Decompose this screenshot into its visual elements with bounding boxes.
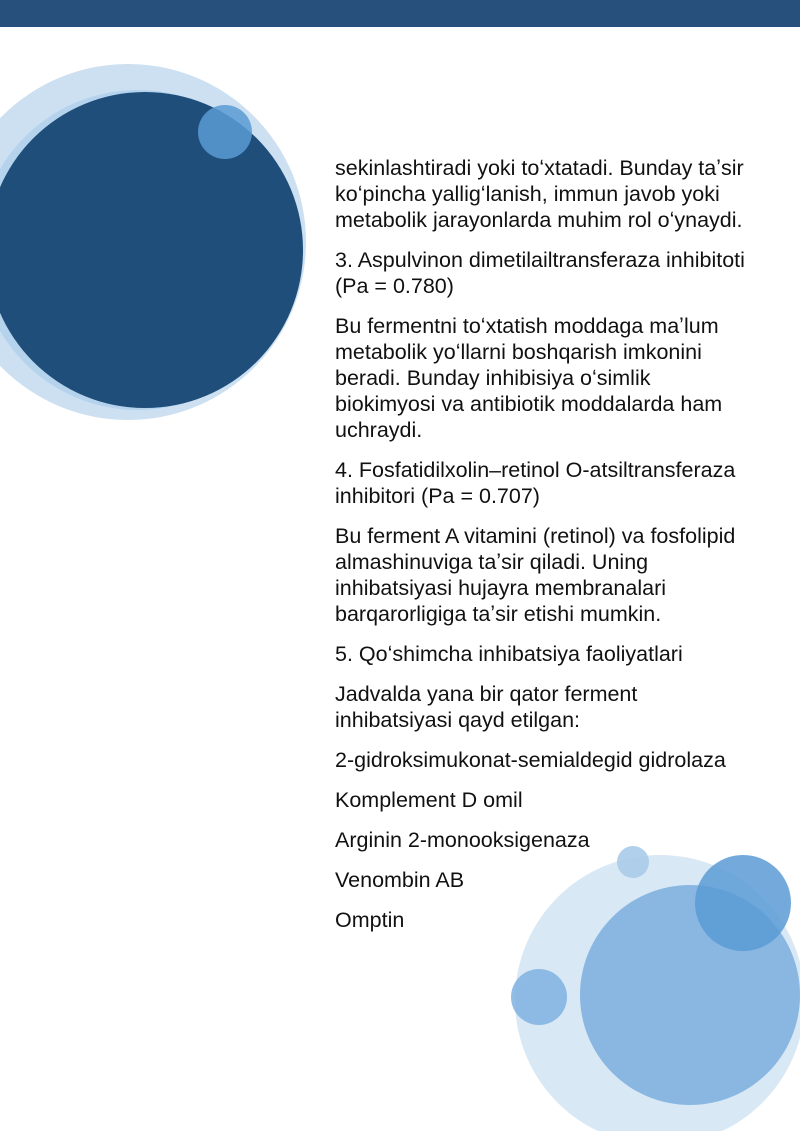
list-item: Arginin 2-monooksigenaza xyxy=(335,828,590,852)
list-item: Komplement D omil xyxy=(335,788,523,812)
list-item: 2-gidroksimukonat-semialdegid gidrolaza xyxy=(335,748,726,772)
document-text xyxy=(335,155,745,947)
small-circle-bottom-right-left xyxy=(511,969,567,1025)
header-bar xyxy=(0,0,800,27)
light-circle-top-left-inner xyxy=(0,90,298,410)
dark-circle-top-left xyxy=(0,92,303,408)
paragraph-4: Bu ferment A vitamini (retinol) va fosfolipid almashinuviga taʼsir qiladi. Uning inhibatsiyasi hujayra membranalari barqarorligiga taʼsir etishi mumkin. xyxy=(335,524,736,626)
heading-3: 3. Aspulvinon dimetilailtransferaza inhibitoti (Pa = 0.780) xyxy=(335,248,745,298)
heading-4: 4. Fosfatidilxolin–retinol O-atsiltransferaza inhibitori (Pa = 0.707) xyxy=(335,458,736,508)
light-circle-top-left xyxy=(0,64,306,420)
paragraph-3: Bu fermentni toʻxtatish moddaga maʼlum metabolik yoʻllarni boshqarish imkonini beradi. Bunday inhibisiya oʻsimlik biokimyosi va antibiotik moddalarda ham uchraydi. xyxy=(335,314,723,442)
small-circle-top-left xyxy=(198,105,252,159)
heading-5: 5. Qoʻshimcha inhibatsiya faoliyatlari xyxy=(335,642,683,666)
list-item: Venombin AB xyxy=(335,868,465,892)
paragraph-5: Jadvalda yana bir qator ferment inhibatsiyasi qayd etilgan: xyxy=(335,682,638,732)
list-item: Omptin xyxy=(335,908,405,932)
paragraph-1: sekinlashtiradi yoki toʻxtatadi. Bunday taʼsir koʻpincha yalligʻlanish, immun javob yoki metabolik jarayonlarda muhim rol oʻynaydi. xyxy=(335,156,744,232)
